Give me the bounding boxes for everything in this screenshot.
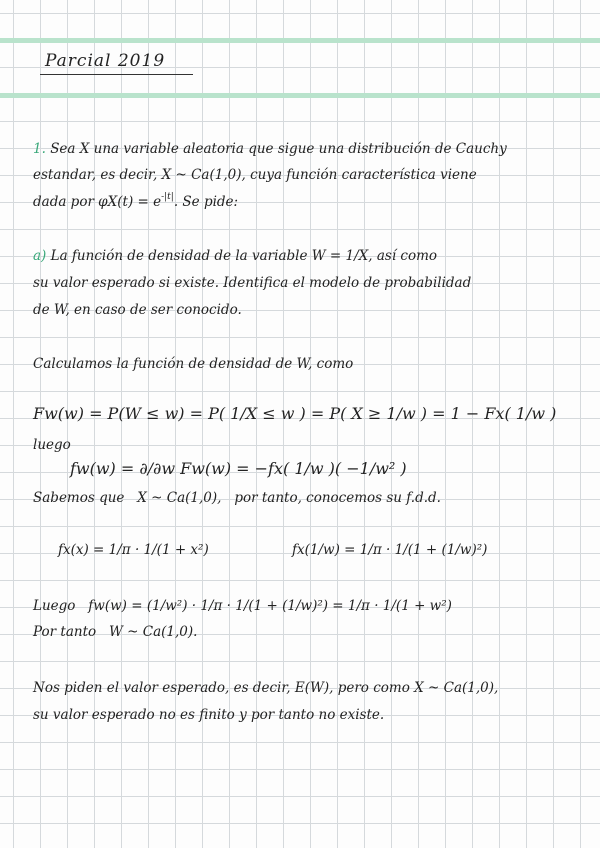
- sabemos-math: X ~ Ca(1,0),: [137, 490, 222, 506]
- solution-intro: Calculamos la función de densidad de W, como: [33, 356, 354, 372]
- por-tanto-math: W ~ Ca(1,0).: [109, 624, 198, 640]
- problem-text-3-end: . Se pide:: [173, 194, 239, 210]
- problem-line-3: [33, 194, 238, 210]
- sabemos-end: por tanto, conocemos su f.d.d.: [234, 490, 441, 506]
- problem-number: 1.: [33, 141, 46, 157]
- luego-label-1: luego: [33, 437, 71, 453]
- result-equation: fw(w) = (1/w²) · 1/π · 1/(1 + (1/w)²) = 1/π · 1/(1 + w²): [88, 598, 452, 614]
- problem-line-1: [33, 141, 507, 157]
- por-tanto-line: [33, 624, 197, 640]
- cdf-equation: Fw(w) = P(W ≤ w) = P( 1/X ≤ w ) = P( X ≥ 1/w ) = 1 − Fx( 1/w ): [33, 404, 557, 423]
- conclusion-line-2: su valor esperado no es finito y por tanto no existe.: [33, 707, 385, 723]
- result-line: [33, 598, 452, 614]
- top-band: [0, 38, 600, 43]
- part-a-line-2: su valor esperado si existe. Identifica el modelo de probabilidad: [33, 275, 472, 291]
- problem-text-3-exponent: -|t|: [161, 192, 174, 202]
- page-title: Parcial 2019: [45, 51, 166, 71]
- part-a-text-1: La función de densidad de la variable W = 1/X, así como: [50, 248, 438, 264]
- pdf-derivative-equation: fw(w) = ∂/∂w Fw(w) = −fx( 1/w )( −1/w² ): [70, 459, 407, 478]
- title-underline: [40, 74, 193, 75]
- fx-definition: fx(x) = 1/π · 1/(1 + x²): [58, 542, 209, 558]
- title-band: [0, 93, 600, 98]
- sabemos-line: [33, 490, 441, 506]
- fx-inverse: fx(1/w) = 1/π · 1/(1 + (1/w)²): [292, 542, 488, 558]
- part-a-line-1: [33, 248, 437, 264]
- sabemos-start: Sabemos que: [33, 490, 125, 506]
- luego-label-2: Luego: [33, 598, 76, 614]
- conclusion-line-1: Nos piden el valor esperado, es decir, E(W), pero como X ~ Ca(1,0),: [33, 680, 499, 696]
- part-a-label: a): [33, 248, 47, 264]
- part-a-line-3: de W, en caso de ser conocido.: [33, 302, 242, 318]
- problem-line-2: estandar, es decir, 𝑋 ~ Ca(1,0), cuya función característica viene: [33, 167, 477, 183]
- problem-text-3-start: dada por φX(t) = e: [33, 194, 162, 210]
- problem-text-1: Sea 𝑋 una variable aleatoria que sigue una distribución de Cauchy: [50, 141, 507, 157]
- por-tanto-label: Por tanto: [33, 624, 97, 640]
